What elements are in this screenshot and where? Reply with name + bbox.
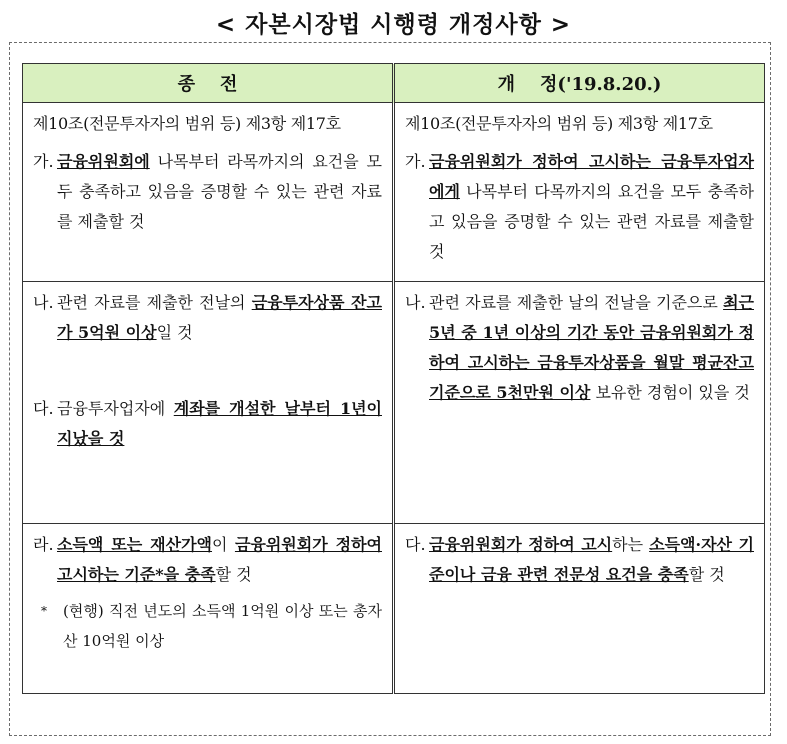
header-old: 종 전 (23, 64, 394, 103)
comparison-table (22, 63, 765, 694)
header-row (23, 64, 765, 103)
underlined-text: 계좌를 개설한 날부터 1년이 지났을 것 (57, 399, 382, 448)
old-item-ra (33, 530, 382, 590)
underlined-text: 최근 5년 중 1년 이상의 기간 동안 금융위원회가 정하여 고시하는 금융투자상품을 월말 평균잔고 기준으로 5천만원 이상 (429, 293, 754, 402)
new-section-label: 제10조(전문투자자의 범위 등) 제3항 제17호 (405, 114, 713, 133)
old-cell-2 (23, 282, 394, 524)
item-text: 할 것 (688, 565, 725, 584)
new-cell-1 (394, 103, 765, 282)
table-row (23, 103, 765, 282)
item-text: 이 (212, 535, 235, 554)
item-text: 나목부터 라목까지의 요건을 모두 충족하고 있음을 증명할 수 있는 관련 자료를 제출할 것 (57, 152, 382, 231)
old-item-na (33, 288, 382, 348)
table-row (23, 282, 765, 524)
item-text: 관련 자료를 제출한 전날의 (57, 293, 252, 312)
item-text: 할 것 (215, 565, 252, 584)
item-text: 금융투자업자에 (57, 399, 174, 418)
header-new: 개 정('19.8.20.) (394, 64, 765, 103)
item-text: 나목부터 다목까지의 요건을 모두 충족하고 있음을 증명할 수 있는 관련 자료를 제출할 것 (429, 182, 754, 261)
item-text: 보유한 경험이 있을 것 (590, 383, 750, 402)
new-item-na (405, 288, 754, 408)
item-marker: 나. (33, 293, 54, 312)
underlined-text: 소득액 또는 재산가액 (57, 535, 213, 554)
footnote-text: (현행) 직전 년도의 소득액 1억원 이상 또는 총자산 10억원 이상 (63, 602, 382, 650)
underlined-text: 금융위원회가 정하여 고시하는 기준*을 충족 (57, 535, 382, 584)
underlined-text: 금융위원회가 정하여 고시 (429, 535, 613, 554)
document-title: < 자본시장법 시행령 개정사항 > (215, 12, 572, 38)
old-item-ga (33, 147, 382, 237)
item-marker: 나. (405, 293, 426, 312)
old-cell-3 (23, 524, 394, 694)
underlined-text: 금융투자상품 잔고가 5억원 이상 (57, 293, 382, 342)
new-item-da (405, 530, 754, 590)
new-cell-2 (394, 282, 765, 524)
item-text: 관련 자료를 제출한 날의 전날을 기준으로 (429, 293, 724, 312)
underlined-text: 금융위원회에 (57, 152, 150, 171)
underlined-text: 금융위원회가 정하여 고시하는 금융투자업자에게 (429, 152, 754, 201)
table-row (23, 524, 765, 694)
item-marker: 다. (33, 399, 54, 418)
footnote (33, 596, 382, 656)
new-item-ga (405, 147, 754, 267)
item-text: 일 것 (156, 323, 193, 342)
item-text: 하는 (612, 535, 650, 554)
old-item-da (33, 394, 382, 454)
old-section-label: 제10조(전문투자자의 범위 등) 제3항 제17호 (33, 114, 341, 133)
new-cell-3 (394, 524, 765, 694)
underlined-text: 소득액·자산 기준이나 금융 관련 전문성 요건을 충족 (429, 535, 754, 584)
footnote-marker: * (41, 604, 47, 618)
item-marker: 가. (405, 152, 426, 171)
item-marker: 다. (405, 535, 426, 554)
item-marker: 라. (33, 535, 54, 554)
old-cell-1 (23, 103, 394, 282)
item-marker: 가. (33, 152, 54, 171)
